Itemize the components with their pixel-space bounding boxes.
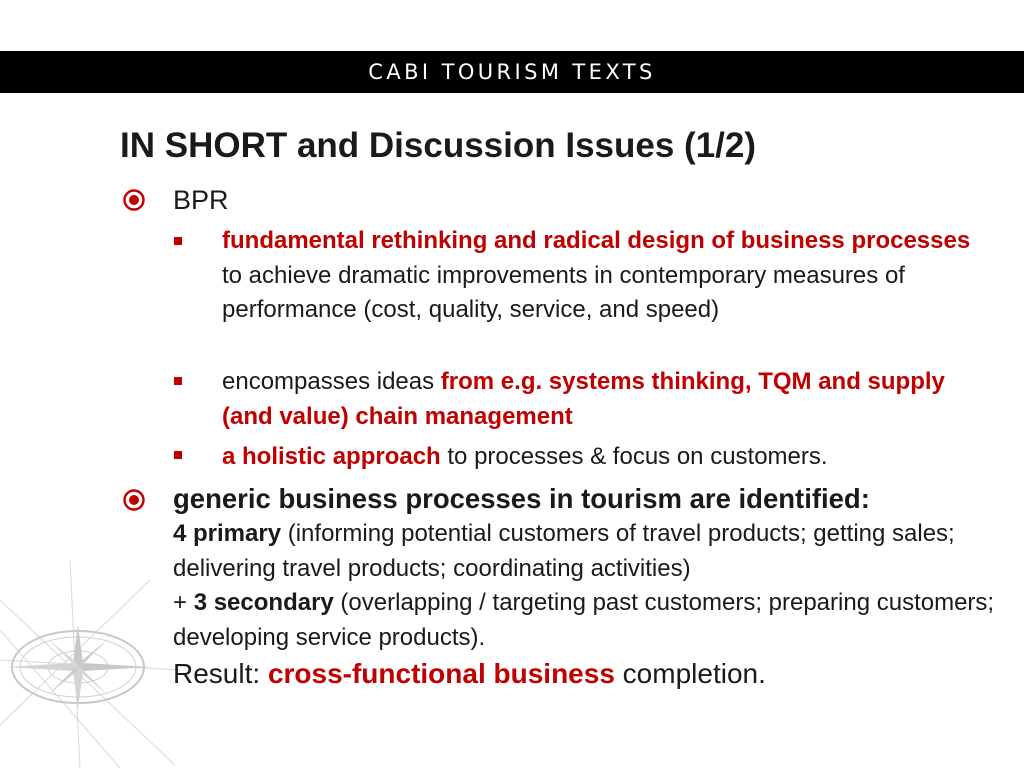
square-bullet-icon bbox=[174, 237, 182, 245]
target-bullet-icon bbox=[122, 188, 146, 212]
bpr-label: BPR bbox=[173, 185, 229, 215]
header-banner bbox=[0, 51, 1024, 93]
result-label: Result: bbox=[173, 658, 268, 689]
primary-label: 4 primary bbox=[173, 520, 282, 547]
result-tail: completion. bbox=[614, 658, 766, 689]
bpr-item-3-emphasis: a holistic approach bbox=[222, 443, 441, 470]
slide-title: IN SHORT and Discussion Issues (1/2) bbox=[120, 126, 756, 165]
result-line bbox=[173, 656, 1003, 692]
plus-sign: + bbox=[173, 589, 194, 616]
bpr-item-2-emphasis: from e.g. systems thinking, TQM and supply (and value) chain management bbox=[222, 368, 945, 430]
square-bullet-icon bbox=[174, 451, 182, 459]
bpr-item-1-emphasis: fundamental rethinking and radical design of business processes bbox=[222, 227, 971, 254]
generic-heading: generic business processes in tourism are identified: bbox=[173, 483, 870, 514]
banner-title: CABI TOURISM TEXTS bbox=[368, 60, 656, 84]
primary-text: (informing potential customers of travel products; getting sales; delivering travel products; coordinating activities) bbox=[173, 520, 955, 582]
target-bullet-icon bbox=[122, 488, 146, 512]
bpr-item-2 bbox=[222, 365, 982, 434]
generic-description bbox=[173, 517, 1003, 655]
secondary-label: 3 secondary bbox=[193, 589, 334, 616]
secondary-text: (overlapping / targeting past customers; preparing customers; developing service products). bbox=[173, 589, 995, 651]
result-emphasis: cross-functional business bbox=[267, 658, 615, 689]
bpr-item-1 bbox=[222, 224, 982, 328]
bpr-item-2-text: encompasses ideas bbox=[222, 368, 441, 395]
compass-watermark-icon bbox=[0, 560, 180, 768]
square-bullet-icon bbox=[174, 377, 182, 385]
bpr-item-3 bbox=[222, 440, 982, 475]
bpr-item-3-text: to processes & focus on customers. bbox=[440, 443, 828, 470]
bpr-item-1-text: to achieve dramatic improvements in contemporary measures of performance (cost, quality, service, and speed) bbox=[222, 261, 905, 323]
generic-processes-block bbox=[173, 481, 1003, 692]
